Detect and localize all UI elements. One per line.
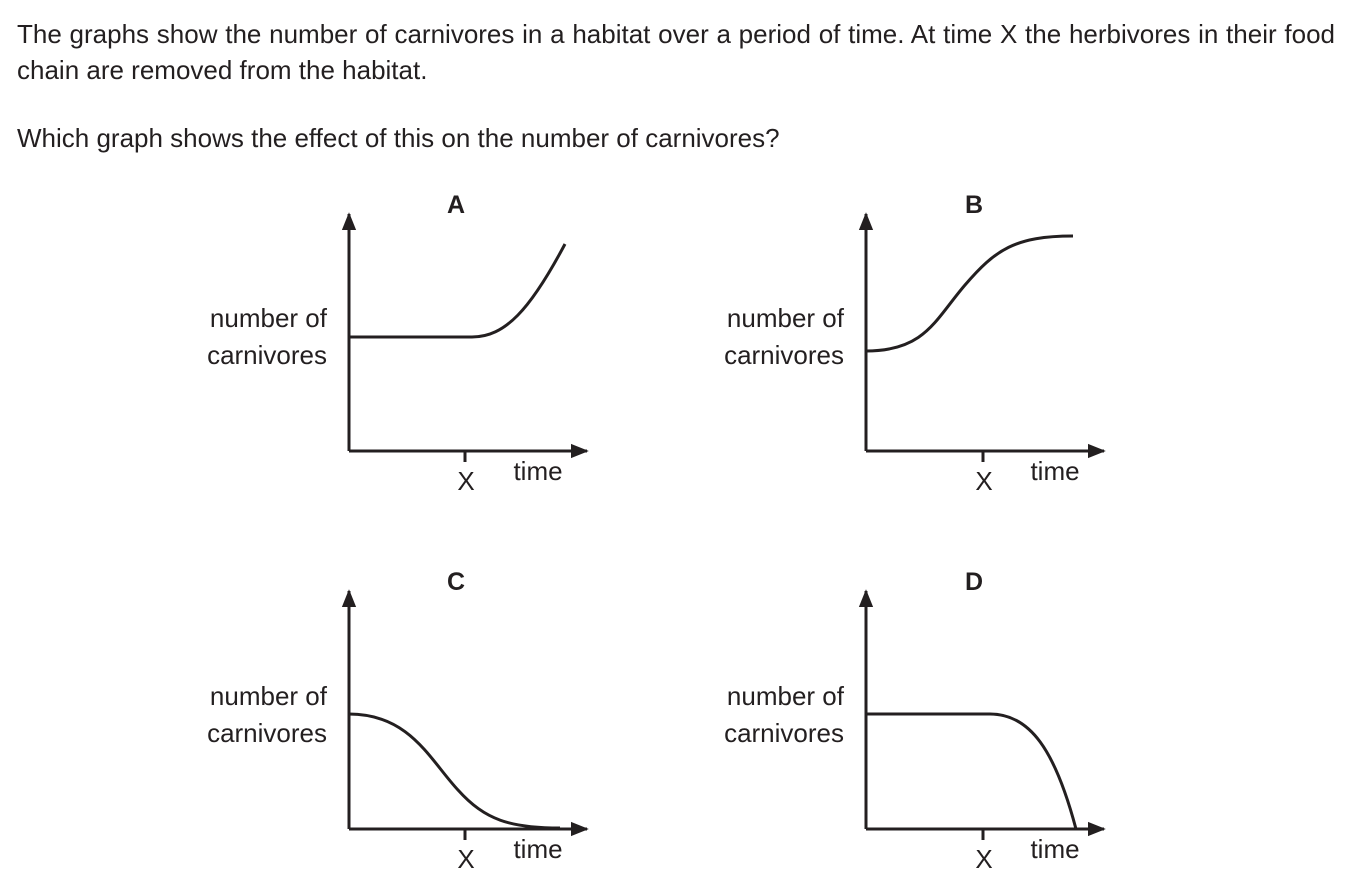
x-axis-label: time (513, 834, 563, 864)
trend-curve (866, 714, 1076, 829)
trend-curve (349, 244, 565, 337)
graph-d (724, 568, 1104, 874)
x-axis-label: time (1030, 456, 1080, 486)
y-axis-label-line1: number of (209, 303, 327, 333)
graph-letter: D (964, 568, 984, 596)
y-axis-label-line2: carnivores (724, 718, 844, 748)
y-axis-label-line1: number of (726, 303, 844, 333)
trend-curve (349, 714, 560, 828)
y-axis-label-line2: carnivores (207, 718, 327, 748)
graph-a (207, 191, 587, 496)
graph-c (207, 568, 587, 874)
graph-b (724, 191, 1104, 496)
y-axis-label-line1: number of (726, 681, 844, 711)
y-axis-label-line2: carnivores (724, 340, 844, 370)
x-axis-label: time (513, 456, 563, 486)
x-marker-label: X (975, 844, 993, 874)
graph-letter: C (446, 568, 466, 596)
graph-letter: B (964, 191, 984, 219)
x-marker-label: X (975, 466, 993, 496)
graph-letter: A (446, 191, 466, 219)
question-intro: The graphs show the number of carnivores in a habitat over a period of time. At time X the herbivores in their food chain are removed from the habitat. (17, 19, 1335, 85)
question-prompt: Which graph shows the effect of this on the number of carnivores? (17, 123, 780, 153)
trend-curve (866, 236, 1073, 351)
x-marker-label: X (457, 844, 475, 874)
y-axis-label-line2: carnivores (207, 340, 327, 370)
y-axis-label-line1: number of (209, 681, 327, 711)
x-axis-label: time (1030, 834, 1080, 864)
x-marker-label: X (457, 466, 475, 496)
